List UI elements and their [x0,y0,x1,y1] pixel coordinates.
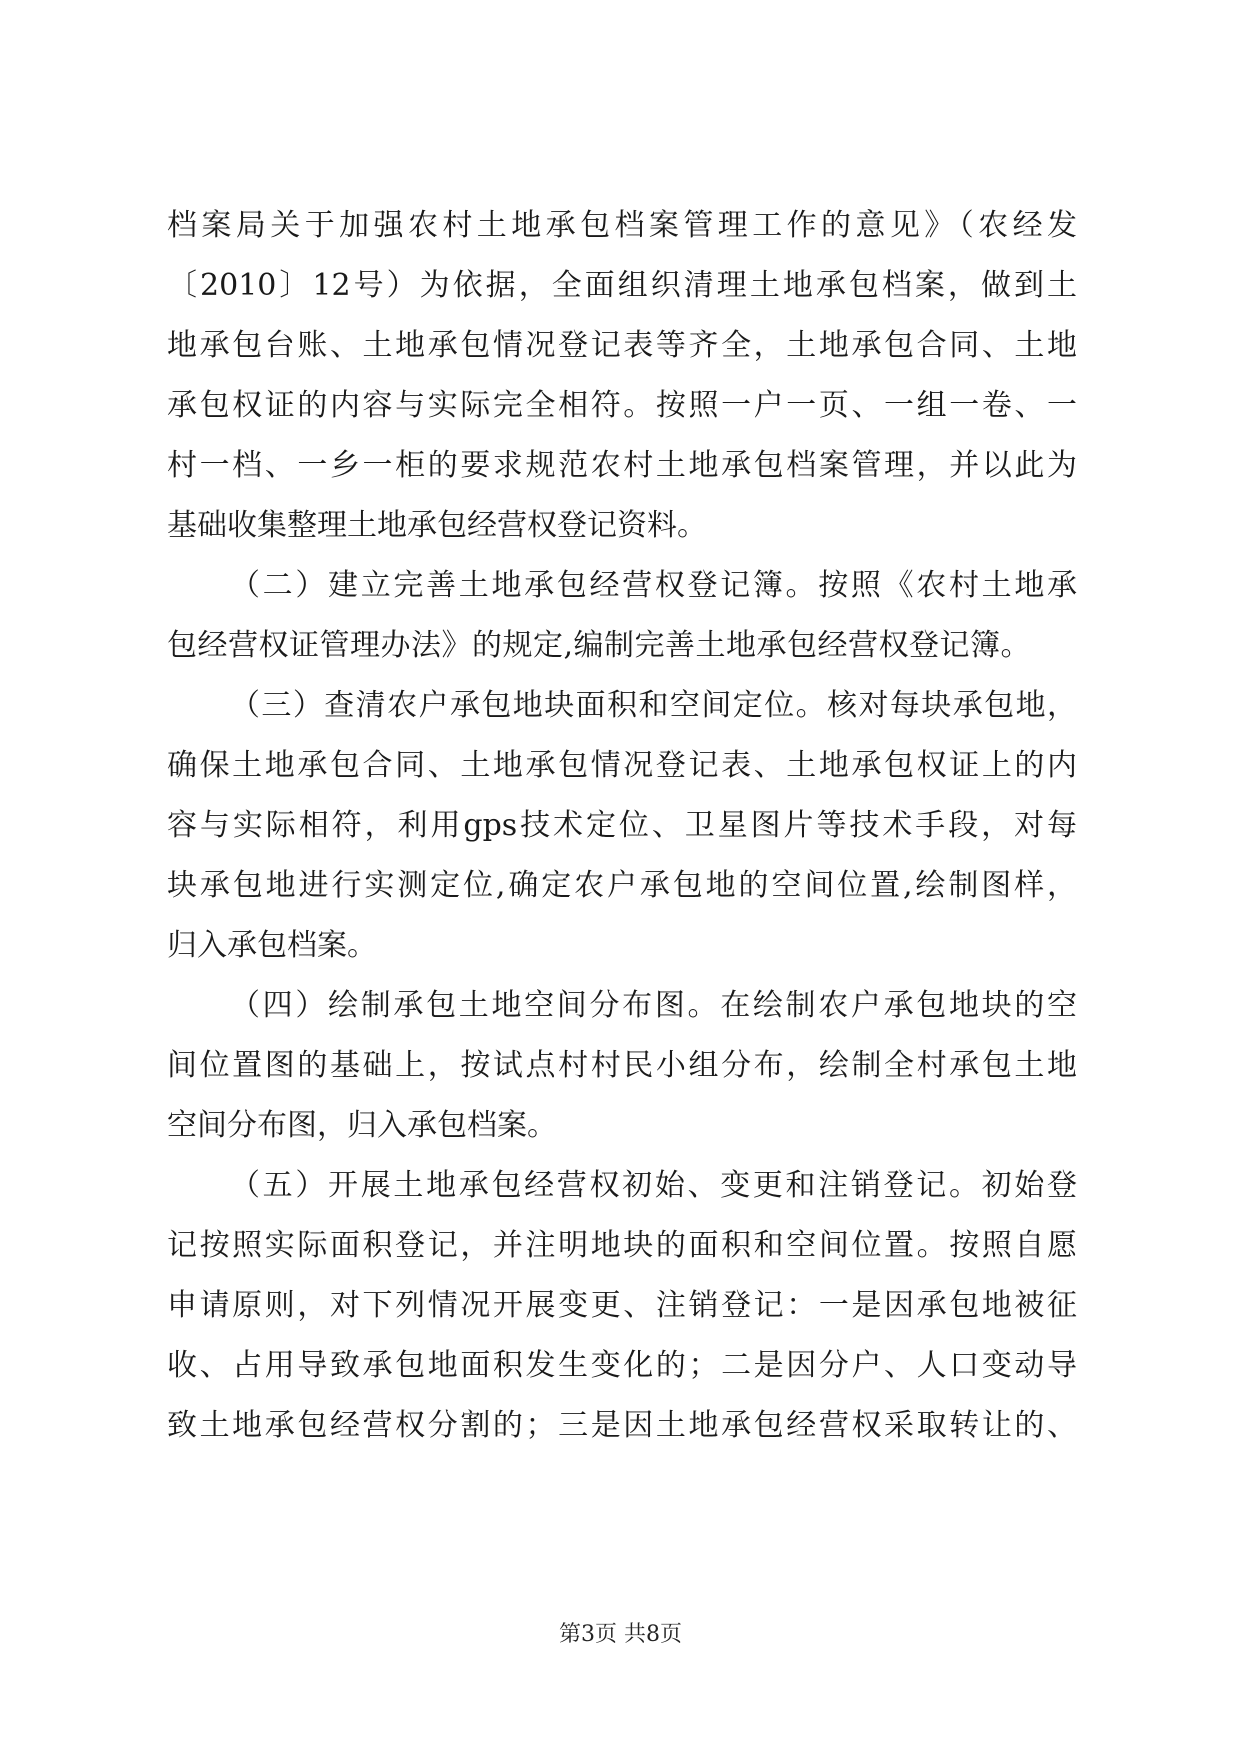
paragraph-4-line-1: （四）绘制承包土地空间分布图。在绘制农户承包地块的空 [230,988,1077,1023]
page-number-footer: 第3页 共8页 [559,1622,682,1647]
paragraph-1-line-6: 基础收集整理土地承包经营权登记资料。 [167,508,707,543]
paragraph-1-line-1: 档案局关于加强农村土地承包档案管理工作的意见》（农经发 [167,208,1077,243]
paragraph-3-line-5: 归入承包档案。 [167,928,377,963]
paragraph-1-line-5: 村一档、一乡一柜的要求规范农村土地承包档案管理，并以此为 [167,448,1077,483]
paragraph-2-line-1: （二）建立完善土地承包经营权登记簿。按照《农村土地承 [230,568,1077,603]
paragraph-3-line-3: 容与实际相符，利用gps技术定位、卫星图片等技术手段，对每 [167,808,1077,843]
paragraph-5-line-5: 致土地承包经营权分割的；三是因土地承包经营权采取转让的、 [167,1408,1077,1443]
paragraph-4-line-3: 空间分布图，归入承包档案。 [167,1108,557,1143]
paragraph-1-line-2: 〔2010〕12号）为依据，全面组织清理土地承包档案，做到土 [167,268,1077,303]
paragraph-5-line-3: 申请原则，对下列情况开展变更、注销登记：一是因承包地被征 [167,1288,1077,1323]
paragraph-4-line-2: 间位置图的基础上，按试点村村民小组分布，绘制全村承包土地 [167,1048,1077,1083]
paragraph-3-line-1: （三）查清农户承包地块面积和空间定位。核对每块承包地， [230,688,1077,723]
paragraph-5-line-4: 收、占用导致承包地面积发生变化的；二是因分户、人口变动导 [167,1348,1077,1383]
paragraph-1-line-3: 地承包台账、土地承包情况登记表等齐全，土地承包合同、土地 [167,328,1077,363]
paragraph-2-line-2: 包经营权证管理办法》的规定,编制完善土地承包经营权登记簿。 [167,628,1032,663]
paragraph-5-line-1: （五）开展土地承包经营权初始、变更和注销登记。初始登 [230,1168,1077,1203]
paragraph-3-line-2: 确保土地承包合同、土地承包情况登记表、土地承包权证上的内 [167,748,1077,783]
paragraph-1-line-4: 承包权证的内容与实际完全相符。按照一户一页、一组一卷、一 [167,388,1077,423]
paragraph-3-line-4: 块承包地进行实测定位,确定农户承包地的空间位置,绘制图样， [167,868,1077,903]
paragraph-5-line-2: 记按照实际面积登记，并注明地块的面积和空间位置。按照自愿 [167,1228,1077,1263]
